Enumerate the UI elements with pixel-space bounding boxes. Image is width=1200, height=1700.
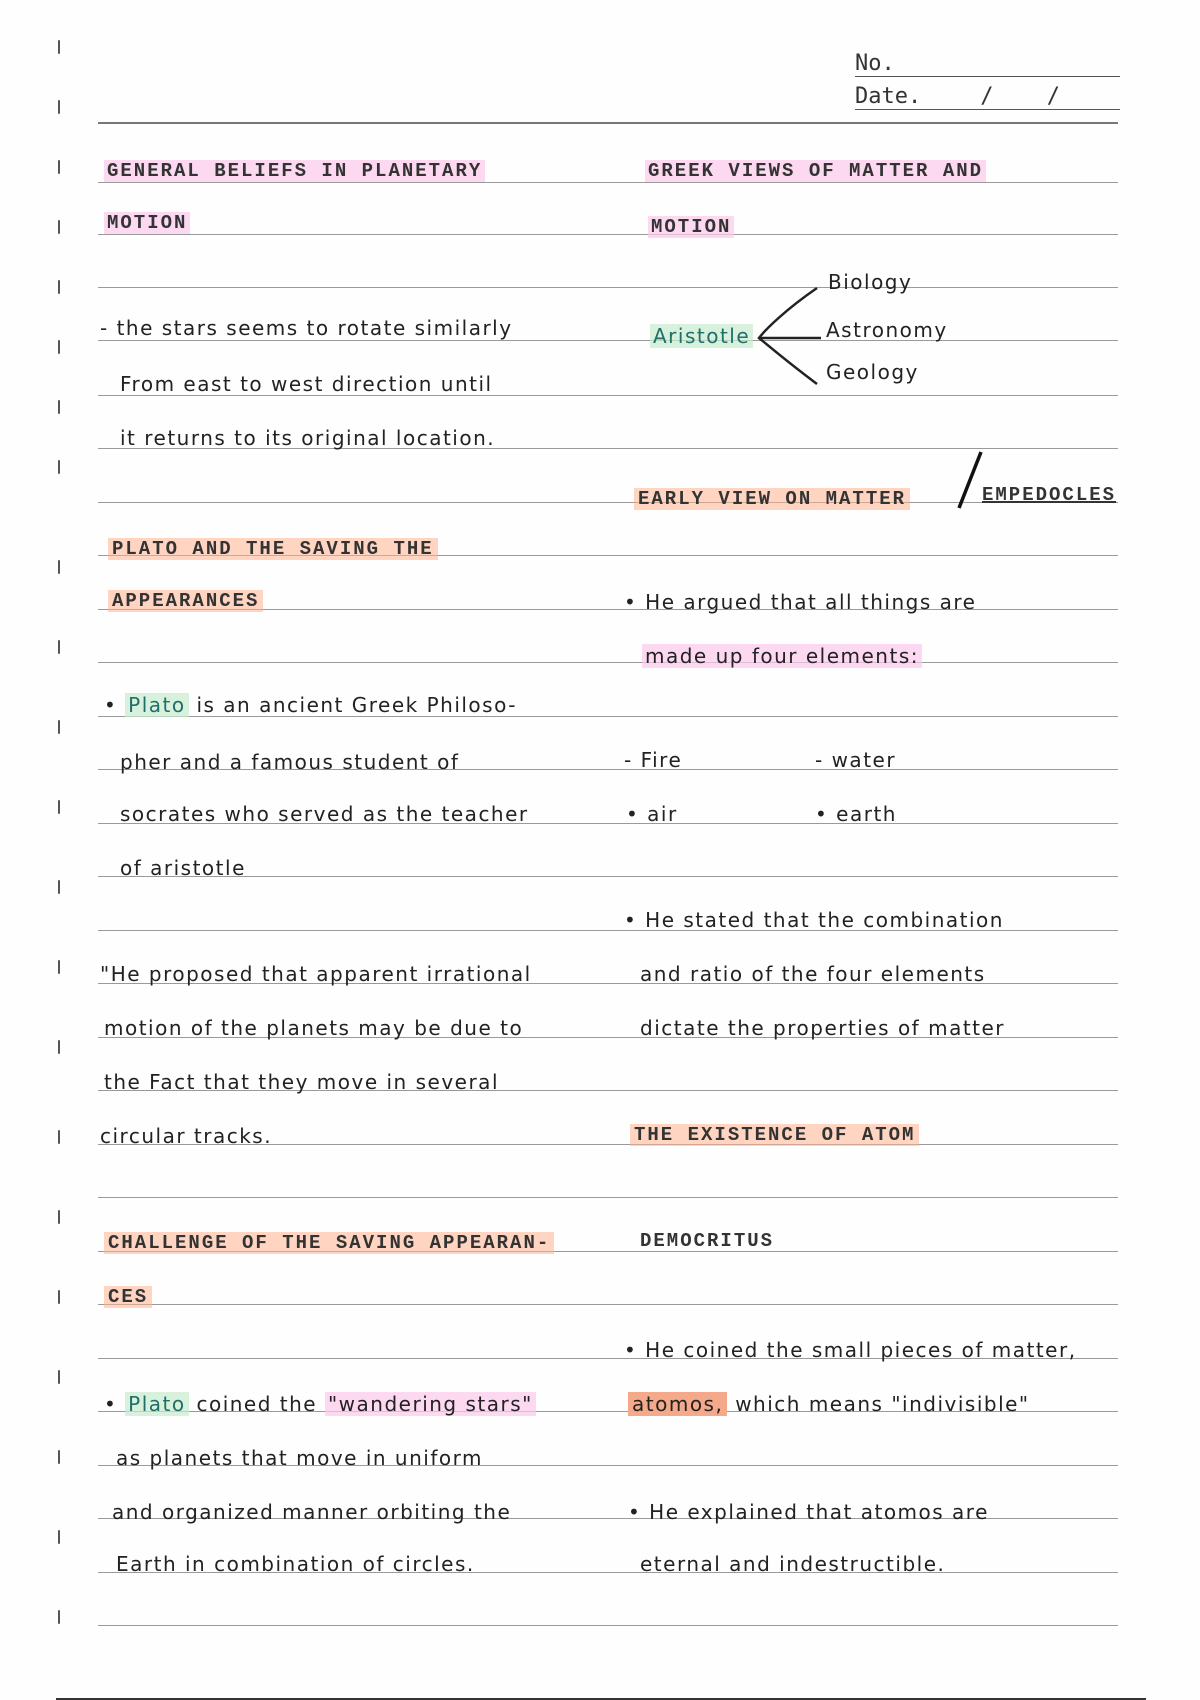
right-p2-line3: dictate the properties of matter — [640, 1016, 1006, 1040]
element-air: • air — [626, 802, 678, 826]
left-heading-2: PLATO AND THE SAVING THE — [108, 538, 438, 560]
left-heading-2-cont: APPEARANCES — [108, 590, 263, 612]
branch-biology: Biology — [828, 270, 913, 294]
branch-astronomy: Astronomy — [826, 318, 948, 342]
left-p1-line2: From east to west direction until — [120, 372, 493, 396]
right-p1-line2: made up four elements: — [642, 644, 922, 668]
left-heading-1: GENERAL BELIEFS IN PLANETARY — [104, 160, 485, 182]
left-p4-line1: • Plato coined the "wandering stars" — [104, 1392, 536, 1416]
right-heading-3: THE EXISTENCE OF ATOM — [630, 1124, 919, 1146]
left-heading-3: CHALLENGE OF THE SAVING APPEARAN- — [104, 1232, 554, 1254]
left-p3-line3: the Fact that they move in several — [104, 1070, 499, 1094]
element-water: - water — [815, 748, 897, 772]
plato-term-2: Plato — [125, 1392, 188, 1416]
element-earth: • earth — [815, 802, 897, 826]
left-p3-line4: circular tracks. — [100, 1124, 273, 1148]
left-p2-line1: • Plato is an ancient Greek Philoso- — [104, 693, 517, 717]
divider-slash — [955, 450, 985, 510]
date-field: Date. / / — [855, 77, 1120, 110]
plato-term: Plato — [125, 693, 188, 717]
binding-marks — [52, 30, 72, 1650]
left-p4-line3: and organized manner orbiting the — [112, 1500, 512, 1524]
right-heading-4: DEMOCRITUS — [640, 1230, 775, 1252]
right-p1-line1: • He argued that all things are — [624, 590, 977, 614]
right-p4-line1: • He explained that atomos are — [628, 1500, 989, 1524]
left-p4-line2: as planets that move in uniform — [116, 1446, 483, 1470]
right-p2-line2: and ratio of the four elements — [640, 962, 986, 986]
left-p2-line2: pher and a famous student of — [120, 750, 460, 774]
left-p1-line1: - the stars seems to rotate similarly — [100, 316, 513, 340]
aristotle-label: Aristotle — [650, 324, 753, 348]
wandering-stars-term: "wandering stars" — [325, 1392, 536, 1416]
left-p3-line1: "He proposed that apparent irrational — [100, 962, 532, 986]
number-field: No. — [855, 44, 1120, 77]
empedocles-name: EMPEDOCLES — [982, 484, 1117, 506]
left-p1-line3: it returns to its original location. — [120, 426, 496, 450]
element-fire: - Fire — [624, 748, 683, 772]
branch-geology: Geology — [826, 360, 919, 384]
right-heading-2: EARLY VIEW ON MATTER — [634, 488, 910, 510]
left-p2-line3: socrates who served as the teacher — [120, 802, 529, 826]
left-p2-line4: of aristotle — [120, 856, 246, 880]
branch-arrow-icon — [755, 280, 825, 390]
right-p3-line2: atomos, which means "indivisible" — [628, 1392, 1030, 1416]
left-heading-3-cont: CES — [104, 1286, 152, 1308]
left-p4-line4: Earth in combination of circles. — [116, 1552, 475, 1576]
right-heading-1: GREEK VIEWS OF MATTER AND — [645, 160, 986, 182]
page-header — [855, 44, 1120, 110]
right-p3-line1: • He coined the small pieces of matter, — [624, 1338, 1077, 1362]
atomos-term: atomos, — [628, 1392, 727, 1416]
left-p3-line2: motion of the planets may be due to — [104, 1016, 524, 1040]
left-heading-1-cont: MOTION — [104, 212, 190, 234]
right-p2-line1: • He stated that the combination — [624, 908, 1004, 932]
right-heading-1-cont: MOTION — [648, 216, 734, 238]
right-p4-line2: eternal and indestructible. — [640, 1552, 946, 1576]
